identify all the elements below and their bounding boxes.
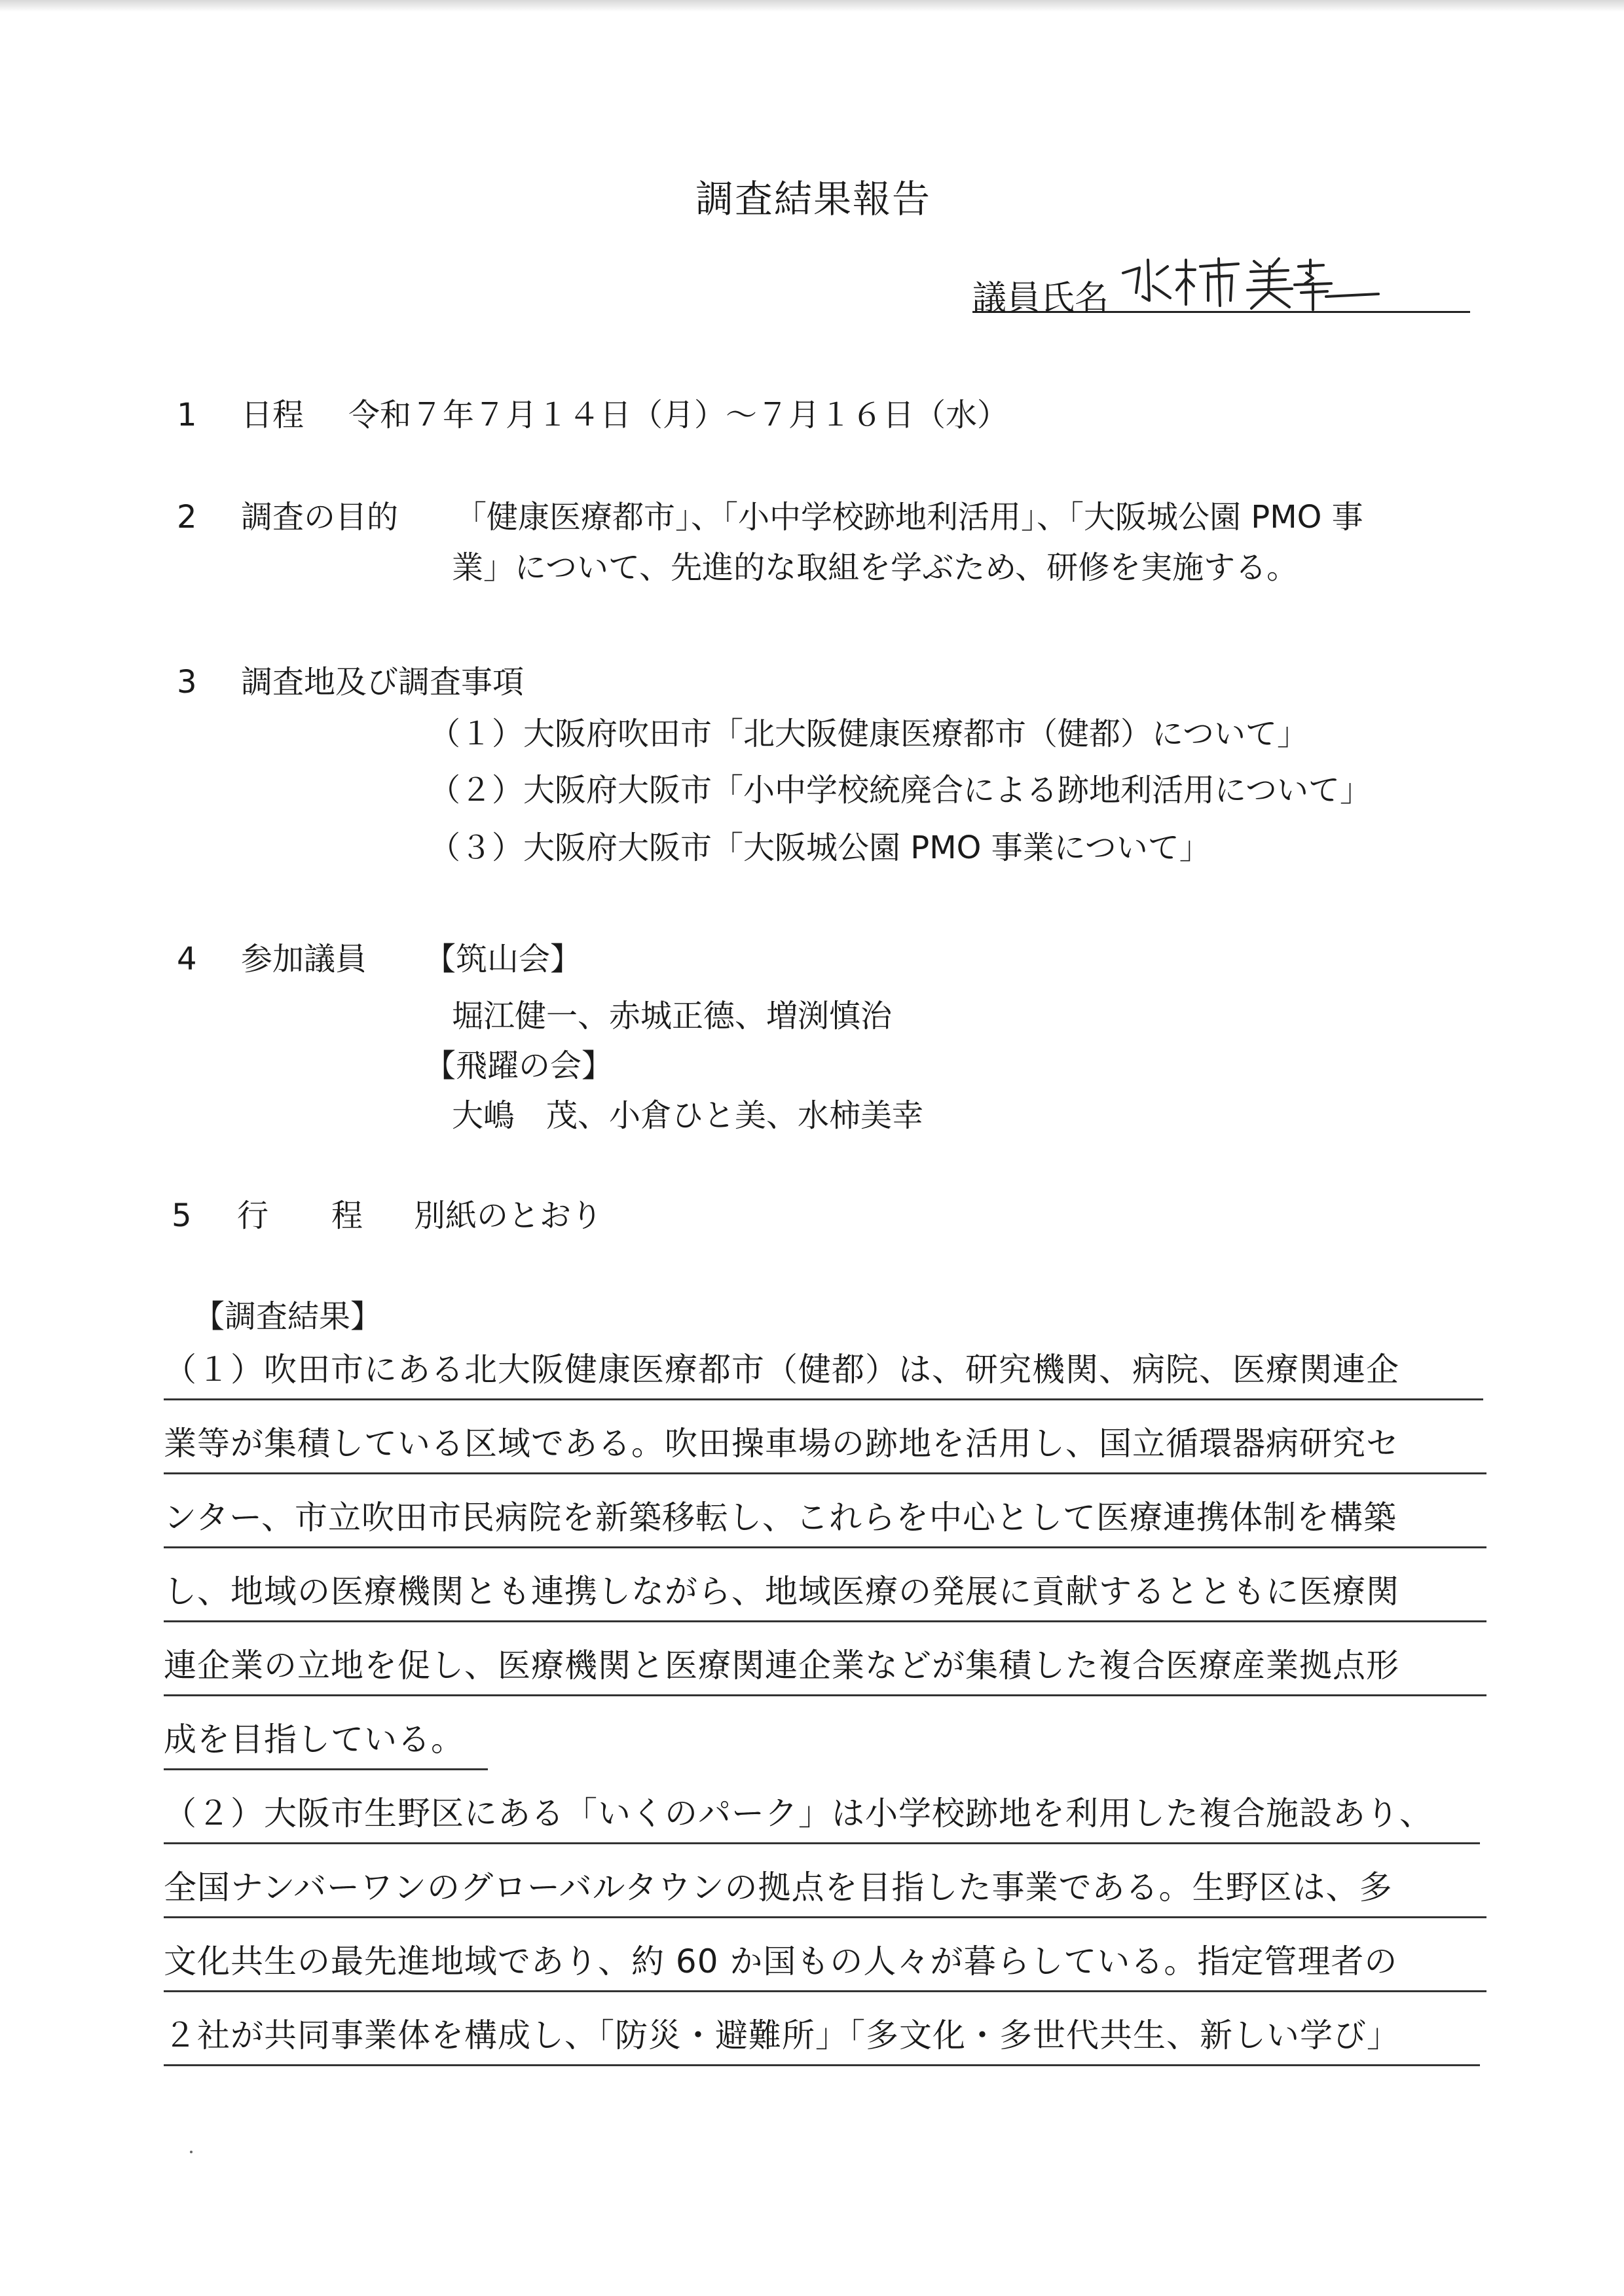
- item-4-members-1: 堀江健一、赤城正德、増渕慎治: [452, 998, 893, 1034]
- member-name-field: [972, 252, 1470, 318]
- results-line: （１）吹田市にある北大阪健康医療都市（健都）は、研究機関、病院、医療関連企: [164, 1357, 1483, 1400]
- results-line: 業等が集積している区域である。吹田操車場の跡地を活用し、国立循環器病研究セ: [164, 1430, 1486, 1474]
- item-3-sub-1: （１）大阪府吹田市「北大阪健康医療都市（健都）について」: [429, 716, 1309, 752]
- results-line: 全国ナンバーワンのグローバルタウンの拠点を目指した事業である。生野区は、多: [164, 1874, 1486, 1918]
- item-4-members-2: 大嶋 茂、小倉ひと美、水柿美幸: [452, 1097, 924, 1134]
- item-5-number: 5: [172, 1197, 192, 1234]
- results-line: （２）大阪市生野区にある「いくのパーク」は小学校跡地を利用した複合施設あり、: [164, 1800, 1480, 1844]
- item-2-number: 2: [177, 499, 197, 536]
- results-line: し、地域の医療機関とも連携しながら、地域医療の発展に貢献するとともに医療関: [164, 1578, 1486, 1622]
- scan-edge: [0, 0, 1624, 12]
- results-line: ンター、市立吹田市民病院を新築移転し、これらを中心として医療連携体制を構築: [164, 1504, 1486, 1548]
- item-5-label: 行 程: [237, 1197, 363, 1234]
- item-2-label: 調査の目的: [241, 499, 399, 536]
- item-4-number: 4: [177, 941, 197, 977]
- item-2-line-2: 業」について、先進的な取組を学ぶため、研修を実施する。: [452, 549, 1299, 586]
- item-2-line-1: 「健康医療都市」、「小中学校跡地利活用」、「大阪城公園 PMO 事: [455, 499, 1363, 536]
- item-1-text: 令和７年７月１４日（月）～７月１６日（水）: [348, 397, 1009, 433]
- item-3-sub-2: （２）大阪府大阪市「小中学校統廃合による跡地利活用について」: [429, 772, 1372, 809]
- results-line: 成を目指している。: [164, 1726, 488, 1770]
- handwritten-signature: [1116, 247, 1392, 312]
- item-3-label: 調査地及び調査事項: [241, 664, 525, 701]
- results-heading: 【調査結果】: [193, 1298, 382, 1335]
- item-5-text: 別紙のとおり: [414, 1197, 603, 1234]
- scan-speck: [190, 2151, 193, 2153]
- results-line: 文化共生の最先進地域であり、約 60 か国もの人々が暮らしている。指定管理者の: [164, 1948, 1486, 1992]
- item-1-label: 日程: [241, 397, 304, 433]
- item-3-number: 3: [177, 664, 197, 701]
- item-4-group-2: 【飛躍の会】: [424, 1048, 614, 1084]
- member-name-label: 議員氏名: [972, 279, 1109, 318]
- item-4-group-1: 【筑山会】: [424, 941, 582, 977]
- item-1-number: 1: [177, 397, 197, 433]
- item-3-sub-3: （３）大阪府大阪市「大阪城公園 PMO 事業について」: [429, 829, 1211, 866]
- document-title: 調査結果報告: [695, 177, 932, 221]
- item-4-label: 参加議員: [241, 941, 367, 977]
- results-line: 連企業の立地を促し、医療機関と医療関連企業などが集積した複合医療産業拠点形: [164, 1652, 1486, 1696]
- results-line: ２社が共同事業体を構成し、「防災・避難所」「多文化・多世代共生、新しい学び」: [164, 2022, 1480, 2066]
